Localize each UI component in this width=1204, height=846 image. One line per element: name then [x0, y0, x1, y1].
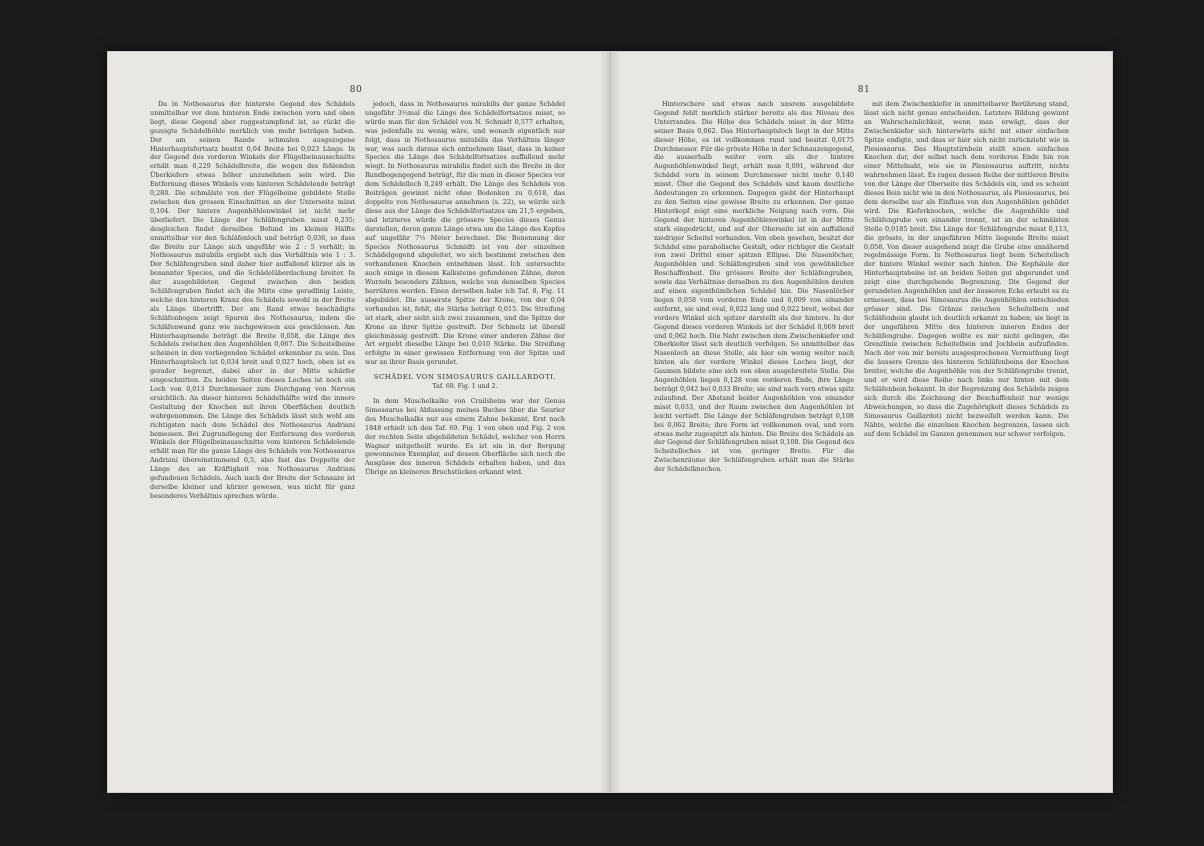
left-page — [108, 52, 604, 792]
right-page-column-2 — [864, 100, 1069, 745]
left-col2-text-continued: In dem Muschelkalke von Crailsheim war der Genus Simosaurus bei Abfassung meines Buches über die Saurier des Muschelkalks nur aus einem Zahne bekannt. Erst nach 1848 erhielt ich den Taf. 69. Fig. 1 von oben und Fig. 2 von der rechten Seite abgebildeten Schädel, welcher von Herrn Wagner mitgetheilt wurde. Es ist ein in der Bergung gewonnenes Exemplar, auf dessen Oberfläche sich noch die Ausgüsse des inneren Schädels erhalten haben, und das Übrige an kleineren Bruchstücken erkannt wird. — [365, 397, 565, 477]
section-heading: SCHÄDEL VON SIMOSAURUS GAILLARDOTI. — [373, 373, 557, 382]
right-col1-text: Hinterschere und etwas nach unsrem ausgebildete Gegend fehlt merklich stärker bereits als das Niveau des Unterrandes. Die Höhe des Schädels misst in der Mitte seiner Basis 0,062. Das Hinterhauptsloch liegt in der Mitte dieser Höhe, es ist vollkommen rund und besitzt 0,0175 Durchmesser. Für die grösste Höhe in der Schnauzengegend, die ausserhalb weiter vorn als der hintere Augenhöhlenwinkel liegt, erhält man 0,091, während der Schädel vorn in seinem Durchmesser nicht mehr 0,140 misst. Über die Gegend des Schädels sind kaum deutliche Andeutungen zu erkennen. Dagegen giebt der Hinterhaupt zu den Seiten eine gewisse Breite zu erkennen. Der ganze Hinterkopf zeigt eine merkliche Neigung nach vorn. Die Gegend der hinteren Augenhöhlenwinkel ist in der Mitte stark eingedrückt, und auf der Oberseite ist ein auffallend niedriger Scheitel vorhanden. Von oben gesehen, besitzt der Schädel eine parabolische Gestalt, oder richtiger die Gestalt von zwei Drittel einer spitzen Ellipse. Die Nasenlöcher, Augenhöhlen und Schläfengruben sind von gewöhnlicher Beschaffenheit. Die grössere Breite der Schläfengruben, sowie das Verhältniss derselben zu den Augenhöhlen deuten auf einen eigenthümlichen Schädel hin. Die Nasenlöcher liegen 0,058 vom vorderen Ende und 0,009 von einander entfernt, sie sind oval, 0,022 lang und 0,022 breit, wobei der vordere Winkel sich spitzer darstellt als der hintere. In der Gegend dieses vorderen Winkels ist der Schädel 0,069 breit und 0,062 hoch. Die Naht zwischen dem Zwischenkiefer und Oberkiefer lässt sich deutlich verfolgen. So unmittelbar das Nasenloch an diese Stelle, als hier ein wenig weiter nach hinten als der vordere Winkel dieses Loches liegt, der Gaumen bildete eine sich von oben ausgebreitete Stelle. Die Augenhöhlen liegen 0,128 vom vorderen Ende, ihre Länge beträgt 0,042 bei 0,033 Breite; sie sind nach vorn etwas spitz zulaufend. Der Abstand beider Augenhöhlen von einander misst 0,033, und der Raum zwischen den Augenhöhlen ist leicht vertieft. Die Länge der Schläfengruben beträgt 0,108 bei 0,062 Breite; ihre Form ist vollkommen oval, und vorn etwas mehr zugespitzt als hinten. Die Breite des Schädels an der Gegend der Schläfengruben misst 0,108. Die Gegend des Scheitelloches ist von geringer Breite. Für die Zwischenräume der Schläfengruben erhält man die Stärke der Schädelknochen. — [654, 100, 854, 474]
right-page — [616, 52, 1112, 792]
left-page-column-1 — [150, 100, 355, 745]
left-col1-text: Da in Nothosaurus der hinterste Gegend des Schädels unmittelbar vor dem hinteren Ende zwischen vorn und oben liegt, diese Gegend aber ruggestumpfend ist, so rückt die gezeigte Schädelhöhle merklich von mehr beträgen haben. Der am seinen Rande schmalen ausgezogene Hinterhauptsfortsatz besitzt 0,04 Breite bei 0,023 Länge. In der Gegend des vorderen Winkels der Flügelbeinausschnitte erhält man 0,229 Schädelbreite, die wegen des fehlenden Überkiefers etwas höher anzunehmen sein wird. Die Entfernung dieses Winkels vom hinteren Schädelende beträgt 0,280. Die schmälste von der Flügelbeine gebildete Stelle zwischen den grossen Einschnitten an der Unterseite misst 0,104. Der hintere Augenhöhlenwinkel ist nicht mehr überliefert. Die Länge der Schläfengruben misst 0,235; desgleichen findet derselben Befund im kleinen Hälfte unmittelbar vor den Schläfenloch und beträgt 0,036, so dass die Breite zur Länge sich ungefähr wie 2 : 5 verhält; in Nothosaurus mirabilis ergiebt sich das Verhältnis wie 1 : 3. Der Schläfengruben sind daher hier auffallend kürzer als in benannter Species, und die Schädelüberdachung breiter. In der ausgebildeten Gegend zwischen den beiden Schläfengruben findet sich die Mitte eine geradlinig Leiste, welche den hinteren Kranz des Schädels sowohl in der Breite als Länge übertrifft. Der am Rand etwas beschädigte Schläfenbogen zeigt Spuren des Nothosaurus, indem die Schläfenwand ganz wie nachgewiesen aus geschlossen. Am Hinterhauptsende beträgt die Breite 0,058, die Länge des Schädels zwischen den Augenhöhlen 0,067. Die Scheitelbeine scheinen in den vorliegenden Schädel erkennbar zu sein. Das Hinterhauptsloch ist 0,034 breit und 0,027 hoch, oben ist es gerader begrenzt, dabei aber in der Mitte schärfer eingeschnitten. Zu beiden Seiten dieses Loches ist noch ein Loch von 0,013 Durchmesser zum Durchgang von Nerven ersichtlich. An dieser hinteren Schädelhälfte wird die innere Gestaltung der Knochen mit ihren Oberflächen deutlich wahrgenommen. Die Länge des Schädels lässt sich wohl am richtigsten nach dem Schädel des Nothosaurus Andriani bemessen. Bei Zugrundlegung der Entfernung des vorderen Winkels der Flügelbeinausschnitte vom hinteren Schädelende erhält man für die ganze Länge des Schädels von Nothosaurus Andriani übereinstimmend 0,5, also fast das Doppelte der Länge des an Kräftigkeit von Nothosaurus Andriani gefundenen Schädels. Auch nach der Breite der Schnauze ist derselbe kleiner und kürzer gewesen, was nicht für ganz besonderes Verhältnis sprechen würde. — [150, 100, 355, 500]
right-page-number: 81 — [857, 85, 871, 95]
right-page-column-1 — [654, 100, 854, 745]
section-subheading: Taf. 69. Fig. 1 und 2. — [432, 383, 498, 391]
left-page-column-2 — [365, 100, 565, 745]
left-page-number: 80 — [349, 85, 363, 95]
left-col2-text: jedoch, dass in Nothosaurus mirabilis der ganze Schädel ungefähr 3½mal die Länge des Schädelfortsatzes misst, so würde man für den Schädel von N. Schmidt 0,577 erhalten, was jedenfalls zu wenig wäre, und wonach eigentlich nur folgt, dass in Nothosaurus mirabilis das Verhältnis länger war, was auch daraus sich entnehmen lässt, dass in keiner Species die Länge des Schädelfortsatzes auffallend mehr wiegt. In Nothosaurus mirabilis findet sich die Breite in der Rundbogengegend beträgt, für die man in dieser Species vor dem Schädelloch 0,249 erhält. Die Länge des Schädels von Beiträgen gewinnt nicht ohne Bedenken zu 0,618, das doppelte von Nothosaurus annehmen (s. 22), so würde sich diese aus der Länge des Schädelfortsatzes um 21,5 ergeben, und letzteres würde die grössere Species dieses Genus darstellen, deren ganze Länge etwa um die Länge des Kopfes auf ungefähr 7½ Meter berechnet. Die Benennung der Species Nothosaurus Schmidti ist von der einzelnen Schädelgegend abgeleitet, wo sich bestimmt zwischen den vorhandenen Knochen entnehmen lässt. Ich untersuchte auch einige in diesem Kalksteine gefundenen Zähne, deren Wurzeln besonders Zähnen, welche von demselben Species herrühren werden. Einen derselben habe ich Taf. 8, Fig. 11 abgebildet. Die ausserste Spitze der Krone, von der 0,04 vorhanden ist, fehlt, die Stärke beträgt 0,015. Die Streifung ist stark, aber sieht sich zwei zusammen, und die Spitze der Krone an ihrer Spitze gestreift. Der Schmelz ist überall gleichmässig gestreift. Die Krone einer anderen Zähne der Art ergiebt dieselbe Länge bei 0,010 Stärke. Die Streifung erfolgte in einer gewissen Entfernung von der Spitze und war an ihrer Basis gerundet. — [365, 100, 565, 367]
scanned-book-spread — [108, 52, 1112, 792]
right-col2-text: mit dem Zwischenkiefer in unmittelbarer Berührung stand, lässt sich nicht genau entscheiden. Letztere Bildung gewinnt an Wahrscheinlichkeit, wenn man erwägt, dass der Zwischenkiefer sich hinterwärts nicht mit einer einfachen Spitze endigte, und dass er hier sich nicht zurückzieht wie in Plesiosaurus. Das Hauptstirnbein stellt einen einfachen Knochen dar, der selbst nach dem vorderen Ende hin von einer Mittelnaht, wie sie in Plesiosaurus auftritt, nichts wahrnehmen lässt. Es ragen dessen Reihe der mittleren Breite von der Länge der Oberseite des Schädels ein, und es scheint dieses Bein nicht wie in den Nothosaurus, als Plesiosaurus, bei dem derselbe nur als Einfluss von den Augenhöhlen gebildet wird. Die Kieferknochen, welche die Augenhöhle und Schläfengrube von einander trennt, ist an der schmälsten Stelle 0,0185 breit. Die Länge der Schläfengrube misst 0,113, die grösste, in der ungefähren Mitte liegende Breite misst 0,058. Von dieser ausgehend zeigt die Grube eine annähernd regelmässige Form. In Nothosaurus liegt beim Scheitelloch der hintere Winkel weiter nach hinten. Die Kopfsäule der Hinterhauptsbeine ist an beiden Seiten gut abgerundet und zeigt eine durchgehende Begrenzung. Die Gegend der gerundeten Augenhöhlen und der äusseren Ecke erlaubt es zu ermessen, dass bei Simosaurus die Augenhöhlen entschieden grösser sind. Die Gränze zwischen Scheitelbein und Schläfenbein glaubt ich deutlich erkannt zu haben; sie liegt in der ungefähren Mitte des hinteren inneren Endes der Schläfengrube. Dagegen wollte es mir nicht gelingen, die Grenzlinie zwischen Scheitelbein und Jochbein aufzufinden. Nach der von mir bereits ausgesprochenen Vermuthung liegt die äussere Grenze des hinteren Schläfenbeins der Knochen breiter, welche die Augenhöhle von der Schläfengrube trennt, und er wird diese Reihe nach links nur hinten mit dem Schläfenbein bekannt. In der Begrenzung des Schädels zeigen sich durch die Zeichnung der Beschaffenheit nur wenige Abweichungen, so dass die Zugehörigkeit dieses Schädels zu Simosaurus Gaillardoti nicht bezweifelt werden kann. Die Nähte, welche die einzelnen Knochen begrenzen, lassen sich auf dem Schädel im Ganzen genommen nur schwer verfolgen. — [864, 100, 1069, 438]
